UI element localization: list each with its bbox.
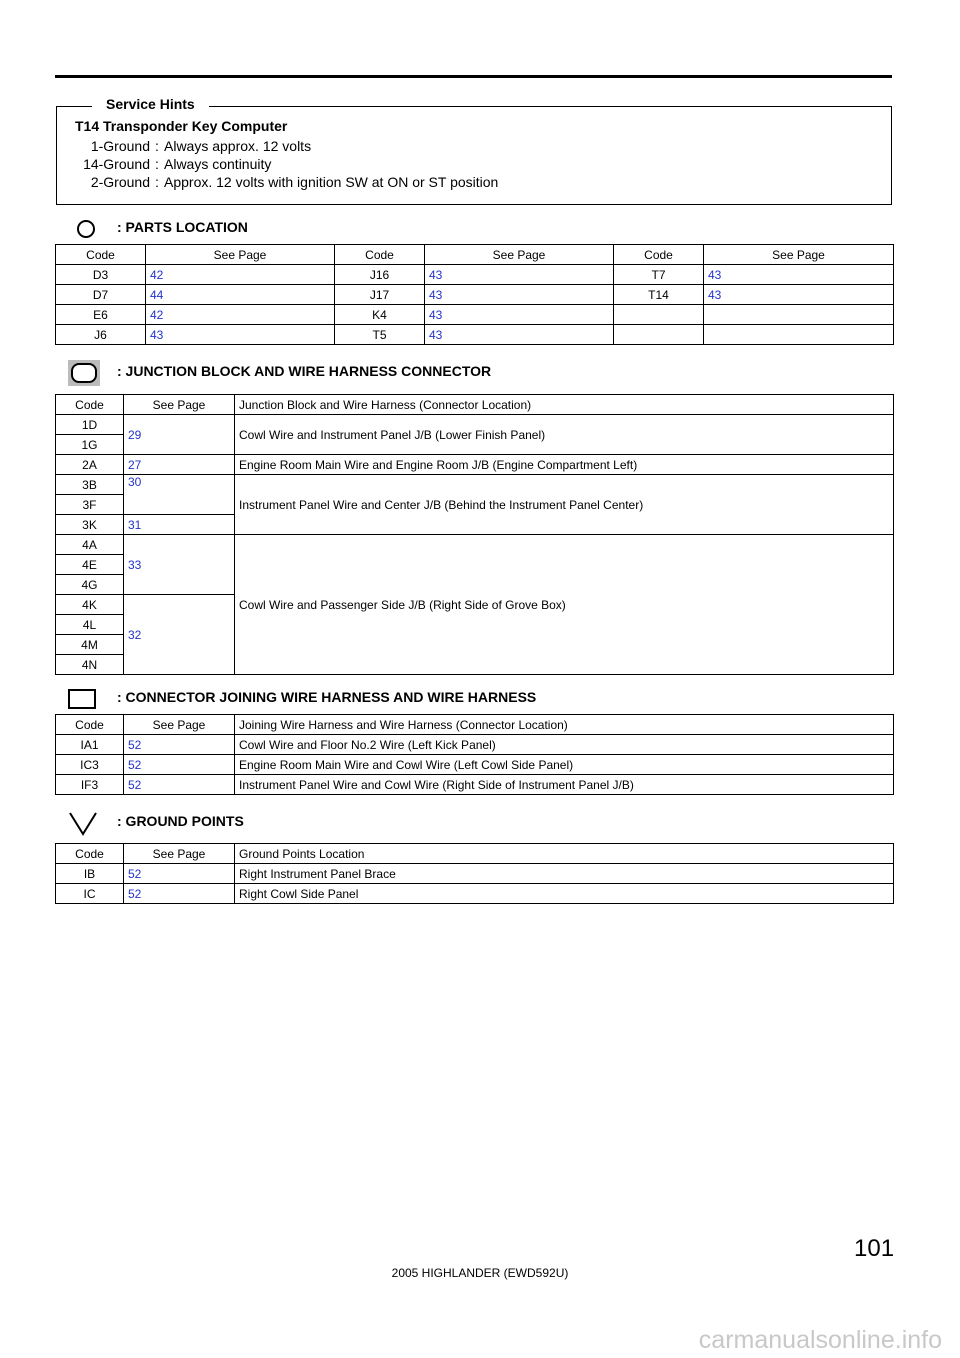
code-cell: K4 bbox=[335, 305, 425, 325]
connector-joining-heading: : CONNECTOR JOINING WIRE HARNESS AND WIRE HARNESS bbox=[117, 689, 537, 705]
header-see-page: See Page bbox=[124, 844, 235, 864]
page-link[interactable]: 52 bbox=[124, 775, 235, 795]
code-cell: 4M bbox=[56, 635, 124, 655]
table-row bbox=[56, 325, 894, 345]
header-location: Joining Wire Harness and Wire Harness (Connector Location) bbox=[235, 715, 894, 735]
parts-location-heading: : PARTS LOCATION bbox=[117, 219, 248, 235]
page-link[interactable]: 52 bbox=[124, 864, 235, 884]
header-code: Code bbox=[56, 245, 146, 265]
code-cell: 2A bbox=[56, 455, 124, 475]
table-row bbox=[56, 285, 894, 305]
code-cell: T7 bbox=[614, 265, 704, 285]
page-link[interactable]: 32 bbox=[124, 595, 235, 675]
location-cell: Cowl Wire and Floor No.2 Wire (Left Kick Panel) bbox=[235, 735, 894, 755]
page-link[interactable]: 42 bbox=[146, 305, 335, 325]
table-row bbox=[56, 475, 894, 495]
table-row bbox=[56, 455, 894, 475]
page-link[interactable]: 43 bbox=[704, 265, 894, 285]
page-link[interactable]: 31 bbox=[124, 515, 235, 535]
page-link[interactable]: 43 bbox=[425, 265, 614, 285]
ground-point-triangle-icon bbox=[68, 811, 98, 837]
table-row bbox=[56, 415, 894, 435]
service-hints-title: Service Hints bbox=[92, 96, 209, 112]
page-link[interactable]: 43 bbox=[425, 305, 614, 325]
header-see-page: See Page bbox=[704, 245, 894, 265]
code-cell: IA1 bbox=[56, 735, 124, 755]
service-hints-heading: T14 Transponder Key Computer bbox=[75, 118, 288, 134]
code-cell: 1D bbox=[56, 415, 124, 435]
page-link[interactable]: 44 bbox=[146, 285, 335, 305]
hint-separator: : bbox=[155, 156, 159, 172]
hint-text: Always approx. 12 volts bbox=[164, 138, 312, 154]
parts-location-circle-icon bbox=[76, 219, 96, 239]
header-see-page: See Page bbox=[425, 245, 614, 265]
code-cell: J6 bbox=[56, 325, 146, 345]
code-cell: 4L bbox=[56, 615, 124, 635]
hint-pin: 14-Ground bbox=[83, 156, 150, 172]
code-cell: 4N bbox=[56, 655, 124, 675]
connector-joining-table bbox=[55, 714, 894, 795]
location-cell: Engine Room Main Wire and Cowl Wire (Left Cowl Side Panel) bbox=[235, 755, 894, 775]
page-link[interactable]: 52 bbox=[124, 735, 235, 755]
code-cell: IC3 bbox=[56, 755, 124, 775]
location-cell: Instrument Panel Wire and Center J/B (Behind the Instrument Panel Center) bbox=[235, 475, 894, 535]
hint-line bbox=[60, 138, 311, 154]
parts-location-table bbox=[55, 244, 894, 345]
page-link[interactable]: 33 bbox=[124, 535, 235, 595]
header-see-page: See Page bbox=[124, 715, 235, 735]
header-see-page: See Page bbox=[146, 245, 335, 265]
code-cell bbox=[614, 325, 704, 345]
page-link[interactable]: 43 bbox=[146, 325, 335, 345]
hint-pin: 2-Ground bbox=[90, 174, 150, 190]
header-code: Code bbox=[335, 245, 425, 265]
code-cell: D3 bbox=[56, 265, 146, 285]
hint-separator: : bbox=[155, 138, 159, 154]
table-header-row bbox=[56, 395, 894, 415]
location-cell: Right Cowl Side Panel bbox=[235, 884, 894, 904]
code-cell bbox=[614, 305, 704, 325]
ground-points-table bbox=[55, 843, 894, 904]
header-see-page: See Page bbox=[124, 395, 235, 415]
code-cell: 3B bbox=[56, 475, 124, 495]
code-cell: 4G bbox=[56, 575, 124, 595]
table-row bbox=[56, 265, 894, 285]
code-cell: 4K bbox=[56, 595, 124, 615]
hint-pin: 1-Ground bbox=[90, 138, 150, 154]
hint-line bbox=[60, 174, 498, 190]
page-link[interactable]: 42 bbox=[146, 265, 335, 285]
page-link[interactable]: 52 bbox=[124, 884, 235, 904]
page-link[interactable]: 27 bbox=[124, 455, 235, 475]
hint-text: Always continuity bbox=[164, 156, 272, 172]
code-cell: 3F bbox=[56, 495, 124, 515]
location-cell: Instrument Panel Wire and Cowl Wire (Right Side of Instrument Panel J/B) bbox=[235, 775, 894, 795]
page-number: 101 bbox=[854, 1235, 895, 1262]
table-header-row bbox=[56, 844, 894, 864]
code-cell: IC bbox=[56, 884, 124, 904]
code-cell: T14 bbox=[614, 285, 704, 305]
page-link[interactable]: 29 bbox=[124, 415, 235, 455]
code-cell: IB bbox=[56, 864, 124, 884]
page-link bbox=[704, 325, 894, 345]
table-row bbox=[56, 535, 894, 555]
code-cell: J17 bbox=[335, 285, 425, 305]
watermark: carmanualsonline.info bbox=[698, 1326, 942, 1354]
page-link[interactable]: 43 bbox=[425, 285, 614, 305]
code-cell: 3K bbox=[56, 515, 124, 535]
table-row bbox=[56, 755, 894, 775]
header-code: Code bbox=[56, 715, 124, 735]
code-cell: J16 bbox=[335, 265, 425, 285]
page-link[interactable]: 43 bbox=[425, 325, 614, 345]
hint-line bbox=[60, 156, 271, 172]
code-cell: T5 bbox=[335, 325, 425, 345]
table-row bbox=[56, 305, 894, 325]
page-link[interactable]: 30 bbox=[124, 475, 235, 515]
table-header-row bbox=[56, 245, 894, 265]
location-cell: Cowl Wire and Passenger Side J/B (Right Side of Grove Box) bbox=[235, 535, 894, 675]
code-cell: 1G bbox=[56, 435, 124, 455]
hint-text: Approx. 12 volts with ignition SW at ON or ST position bbox=[164, 174, 499, 190]
top-rule bbox=[55, 75, 892, 78]
document-title: 2005 HIGHLANDER (EWD592U) bbox=[391, 1266, 569, 1280]
connector-joining-icon bbox=[68, 689, 96, 709]
table-row bbox=[56, 884, 894, 904]
header-location: Junction Block and Wire Harness (Connector Location) bbox=[235, 395, 894, 415]
table-row bbox=[56, 735, 894, 755]
location-cell: Engine Room Main Wire and Engine Room J/B (Engine Compartment Left) bbox=[235, 455, 894, 475]
code-cell: D7 bbox=[56, 285, 146, 305]
table-row bbox=[56, 775, 894, 795]
table-row bbox=[56, 864, 894, 884]
code-cell: 4A bbox=[56, 535, 124, 555]
page-link bbox=[704, 305, 894, 325]
header-location: Ground Points Location bbox=[235, 844, 894, 864]
junction-block-icon bbox=[67, 359, 101, 387]
code-cell: 4E bbox=[56, 555, 124, 575]
location-cell: Cowl Wire and Instrument Panel J/B (Lower Finish Panel) bbox=[235, 415, 894, 455]
hint-separator: : bbox=[155, 174, 159, 190]
header-code: Code bbox=[56, 395, 124, 415]
junction-block-heading: : JUNCTION BLOCK AND WIRE HARNESS CONNECTOR bbox=[117, 363, 492, 379]
header-code: Code bbox=[56, 844, 124, 864]
ground-points-heading: : GROUND POINTS bbox=[117, 813, 244, 829]
location-cell: Right Instrument Panel Brace bbox=[235, 864, 894, 884]
page-link[interactable]: 43 bbox=[704, 285, 894, 305]
header-code: Code bbox=[614, 245, 704, 265]
page-link[interactable]: 52 bbox=[124, 755, 235, 775]
code-cell: IF3 bbox=[56, 775, 124, 795]
code-cell: E6 bbox=[56, 305, 146, 325]
table-header-row bbox=[56, 715, 894, 735]
junction-block-table bbox=[55, 394, 894, 675]
